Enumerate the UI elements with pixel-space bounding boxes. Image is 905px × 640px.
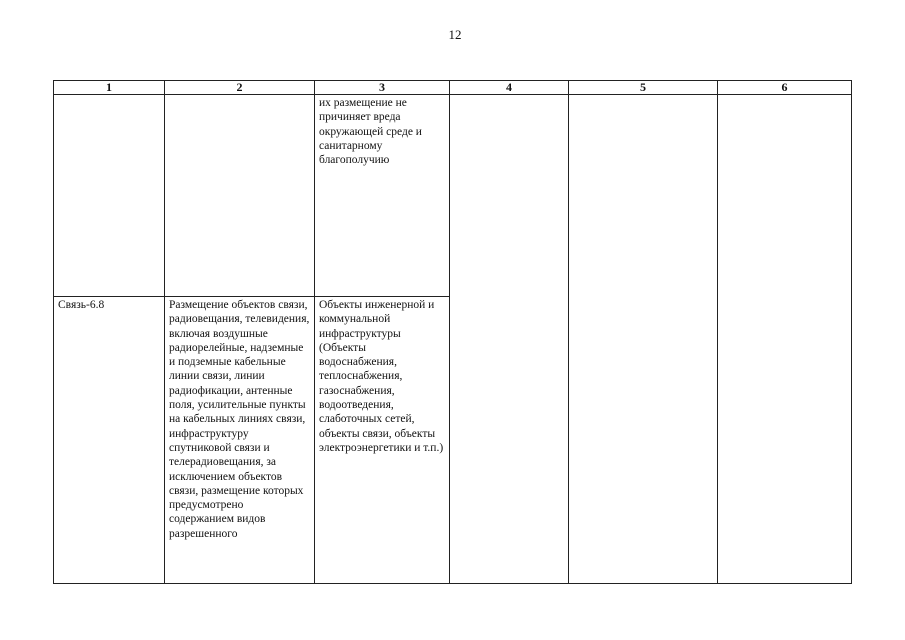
column-header-2: 2 xyxy=(165,81,315,95)
page-number: 12 xyxy=(448,27,462,42)
cell-description xyxy=(165,297,315,584)
column-header-4: 4 xyxy=(450,81,569,95)
cell-col5 xyxy=(569,95,718,584)
cell-objects-text: их размещение не причиняет вреда окружающей среде и санитарному благополучию xyxy=(319,97,422,167)
column-header-1: 1 xyxy=(54,81,165,95)
cell-objects xyxy=(315,297,450,584)
cell-objects-text: Объекты инженерной и коммунальной инфраструктуры (Объекты водоснабжения, теплоснабжения, газоснабжения, водоотведения, слаботочных сетей, объекты связи, объекты электроэнергетики и т.п.) xyxy=(319,299,444,454)
column-header-5: 5 xyxy=(569,81,718,95)
cell-objects xyxy=(315,95,450,297)
cell-col6 xyxy=(718,95,852,584)
cell-description-text: Размещение объектов связи, радиовещания, телевидения, включая воздушные радиорелейные, надземные и подземные кабельные линии связи, линии радиофикации, антенные поля, усилительные пункты на кабельных линиях связи, инфраструктуру спутниковой связи и телерадиовещания, за исключением объектов связи, размещение которых предусмотрено содержанием видов разрешенного xyxy=(169,299,310,540)
cell-code-text: Связь-6.8 xyxy=(58,299,105,311)
cell-code xyxy=(54,95,165,297)
table-row xyxy=(54,95,852,297)
cell-description xyxy=(165,95,315,297)
table-header-row xyxy=(54,81,852,95)
cell-col4 xyxy=(450,95,569,584)
column-header-3: 3 xyxy=(315,81,450,95)
column-header-6: 6 xyxy=(718,81,852,95)
regulations-table xyxy=(53,80,852,584)
cell-code xyxy=(54,297,165,584)
